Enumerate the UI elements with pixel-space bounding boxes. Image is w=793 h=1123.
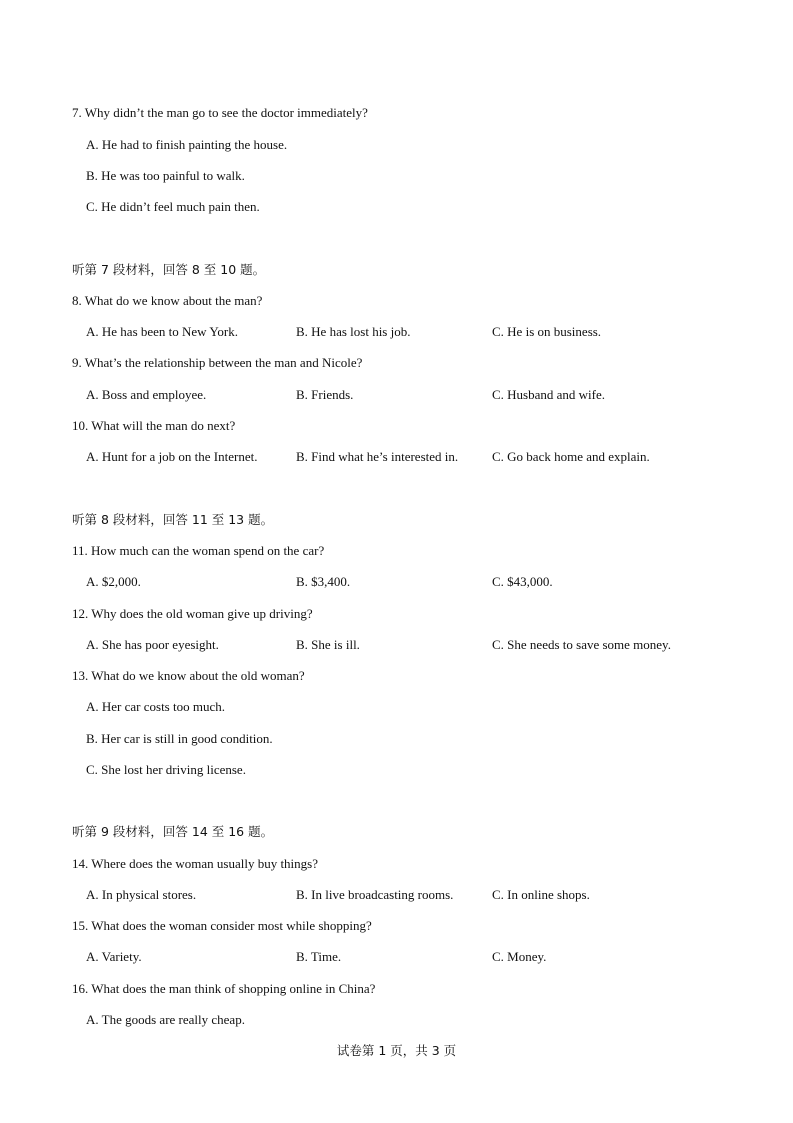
question-15-stem: 15. What does the woman consider most while shopping? [72,918,372,933]
page-footer: 试卷第 1 页，共 3 页 [336,1043,457,1058]
question-8-option-b: B. He has lost his job. [296,324,411,339]
question-9-option-a: A. Boss and employee. [86,387,207,402]
question-13-option-b: B. Her car is still in good condition. [86,731,273,746]
question-13-stem: 13. What do we know about the old woman? [72,668,305,683]
question-11-stem: 11. How much can the woman spend on the car? [72,543,325,558]
question-7-option-c: C. He didn’t feel much pain then. [86,199,260,214]
question-10-option-a: A. Hunt for a job on the Internet. [86,449,258,464]
section-8-heading: 听第 8 段材料，回答 11 至 13 题。 [72,512,274,527]
question-9-option-c: C. Husband and wife. [492,387,606,402]
question-14-option-a: A. In physical stores. [86,887,197,902]
question-10-option-c: C. Go back home and explain. [492,449,650,464]
question-9-option-b: B. Friends. [296,387,354,402]
question-12-option-b: B. She is ill. [296,637,360,652]
section-7-heading: 听第 7 段材料，回答 8 至 10 题。 [72,262,266,277]
question-8-option-a: A. He has been to New York. [86,324,239,339]
section-9-heading: 听第 9 段材料，回答 14 至 16 题。 [72,824,274,839]
question-14-option-b: B. In live broadcasting rooms. [296,887,454,902]
question-12-option-a: A. She has poor eyesight. [86,637,219,652]
question-14-option-c: C. In online shops. [492,887,590,902]
question-15-option-c: C. Money. [492,949,547,964]
question-16-option-a: A. The goods are really cheap. [86,1012,245,1027]
question-11-option-c: C. $43,000. [492,574,553,589]
question-12-option-c: C. She needs to save some money. [492,637,671,652]
question-15-option-b: B. Time. [296,949,342,964]
question-8-option-c: C. He is on business. [492,324,602,339]
question-7-option-a: A. He had to finish painting the house. [86,137,288,152]
question-13-option-a: A. Her car costs too much. [86,699,225,714]
question-11-option-a: A. $2,000. [86,574,141,589]
question-7-option-b: B. He was too painful to walk. [86,168,245,183]
question-11-option-b: B. $3,400. [296,574,351,589]
question-15-option-a: A. Variety. [86,949,142,964]
question-16-stem: 16. What does the man think of shopping online in China? [72,981,376,996]
question-12-stem: 12. Why does the old woman give up driving? [72,606,313,621]
question-10-option-b: B. Find what he’s interested in. [296,449,459,464]
question-8-stem: 8. What do we know about the man? [72,293,263,308]
question-10-stem: 10. What will the man do next? [72,418,236,433]
question-7-stem: 7. Why didn’t the man go to see the doctor immediately? [72,105,368,120]
question-13-option-c: C. She lost her driving license. [86,762,246,777]
question-9-stem: 9. What’s the relationship between the man and Nicole? [72,355,363,370]
question-14-stem: 14. Where does the woman usually buy things? [72,856,318,871]
